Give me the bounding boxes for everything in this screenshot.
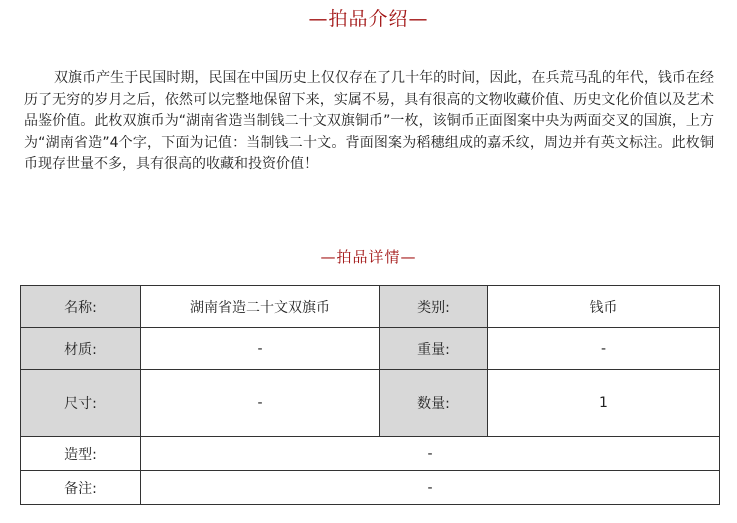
intro-paragraph: 双旗币产生于民国时期，民国在中国历史上仅仅存在了几十年的时间，因此，在兵荒马乱的年代，钱币在经历了无穷的岁月之后，依然可以完整地保留下来，实属不易，具有很高的文物收藏价值、历史文化价值以及艺术品鉴价值。此枚双旗币为“湖南省造当制钱二十文双旗铜币”一枚，该铜币正面图案中央为两面交叉的国旗，上方为“湖南省造”4个字，下面为记值：当制钱二十文。背面图案为稻穗组成的嘉禾纹，周边并有英文标注。此枚铜币现存世量不多，具有很高的收藏和投资价值！ — [24, 70, 714, 172]
material-label: 材质: — [21, 328, 141, 370]
shape-label: 造型: — [21, 437, 141, 471]
category-value: 钱币 — [488, 286, 720, 328]
name-label: 名称: — [21, 286, 141, 328]
weight-label: 重量: — [380, 328, 488, 370]
shape-value: - — [141, 437, 720, 471]
weight-value: - — [488, 328, 720, 370]
size-value: - — [141, 370, 380, 437]
table-row-material — [21, 328, 720, 370]
table-row-remarks — [21, 471, 720, 505]
details-table — [20, 285, 720, 505]
size-label: 尺寸: — [21, 370, 141, 437]
material-value: - — [141, 328, 380, 370]
remarks-label: 备注: — [21, 471, 141, 505]
quantity-value: 1 — [488, 370, 720, 437]
table-row-size — [21, 370, 720, 437]
table-row-shape — [21, 437, 720, 471]
quantity-label: 数量: — [380, 370, 488, 437]
table-row-name — [21, 286, 720, 328]
remarks-value: - — [141, 471, 720, 505]
intro-section-title: —拍品介绍— — [308, 8, 429, 30]
name-value: 湖南省造二十文双旗币 — [141, 286, 380, 328]
details-section-title: —拍品详情— — [320, 248, 417, 266]
category-label: 类别: — [380, 286, 488, 328]
